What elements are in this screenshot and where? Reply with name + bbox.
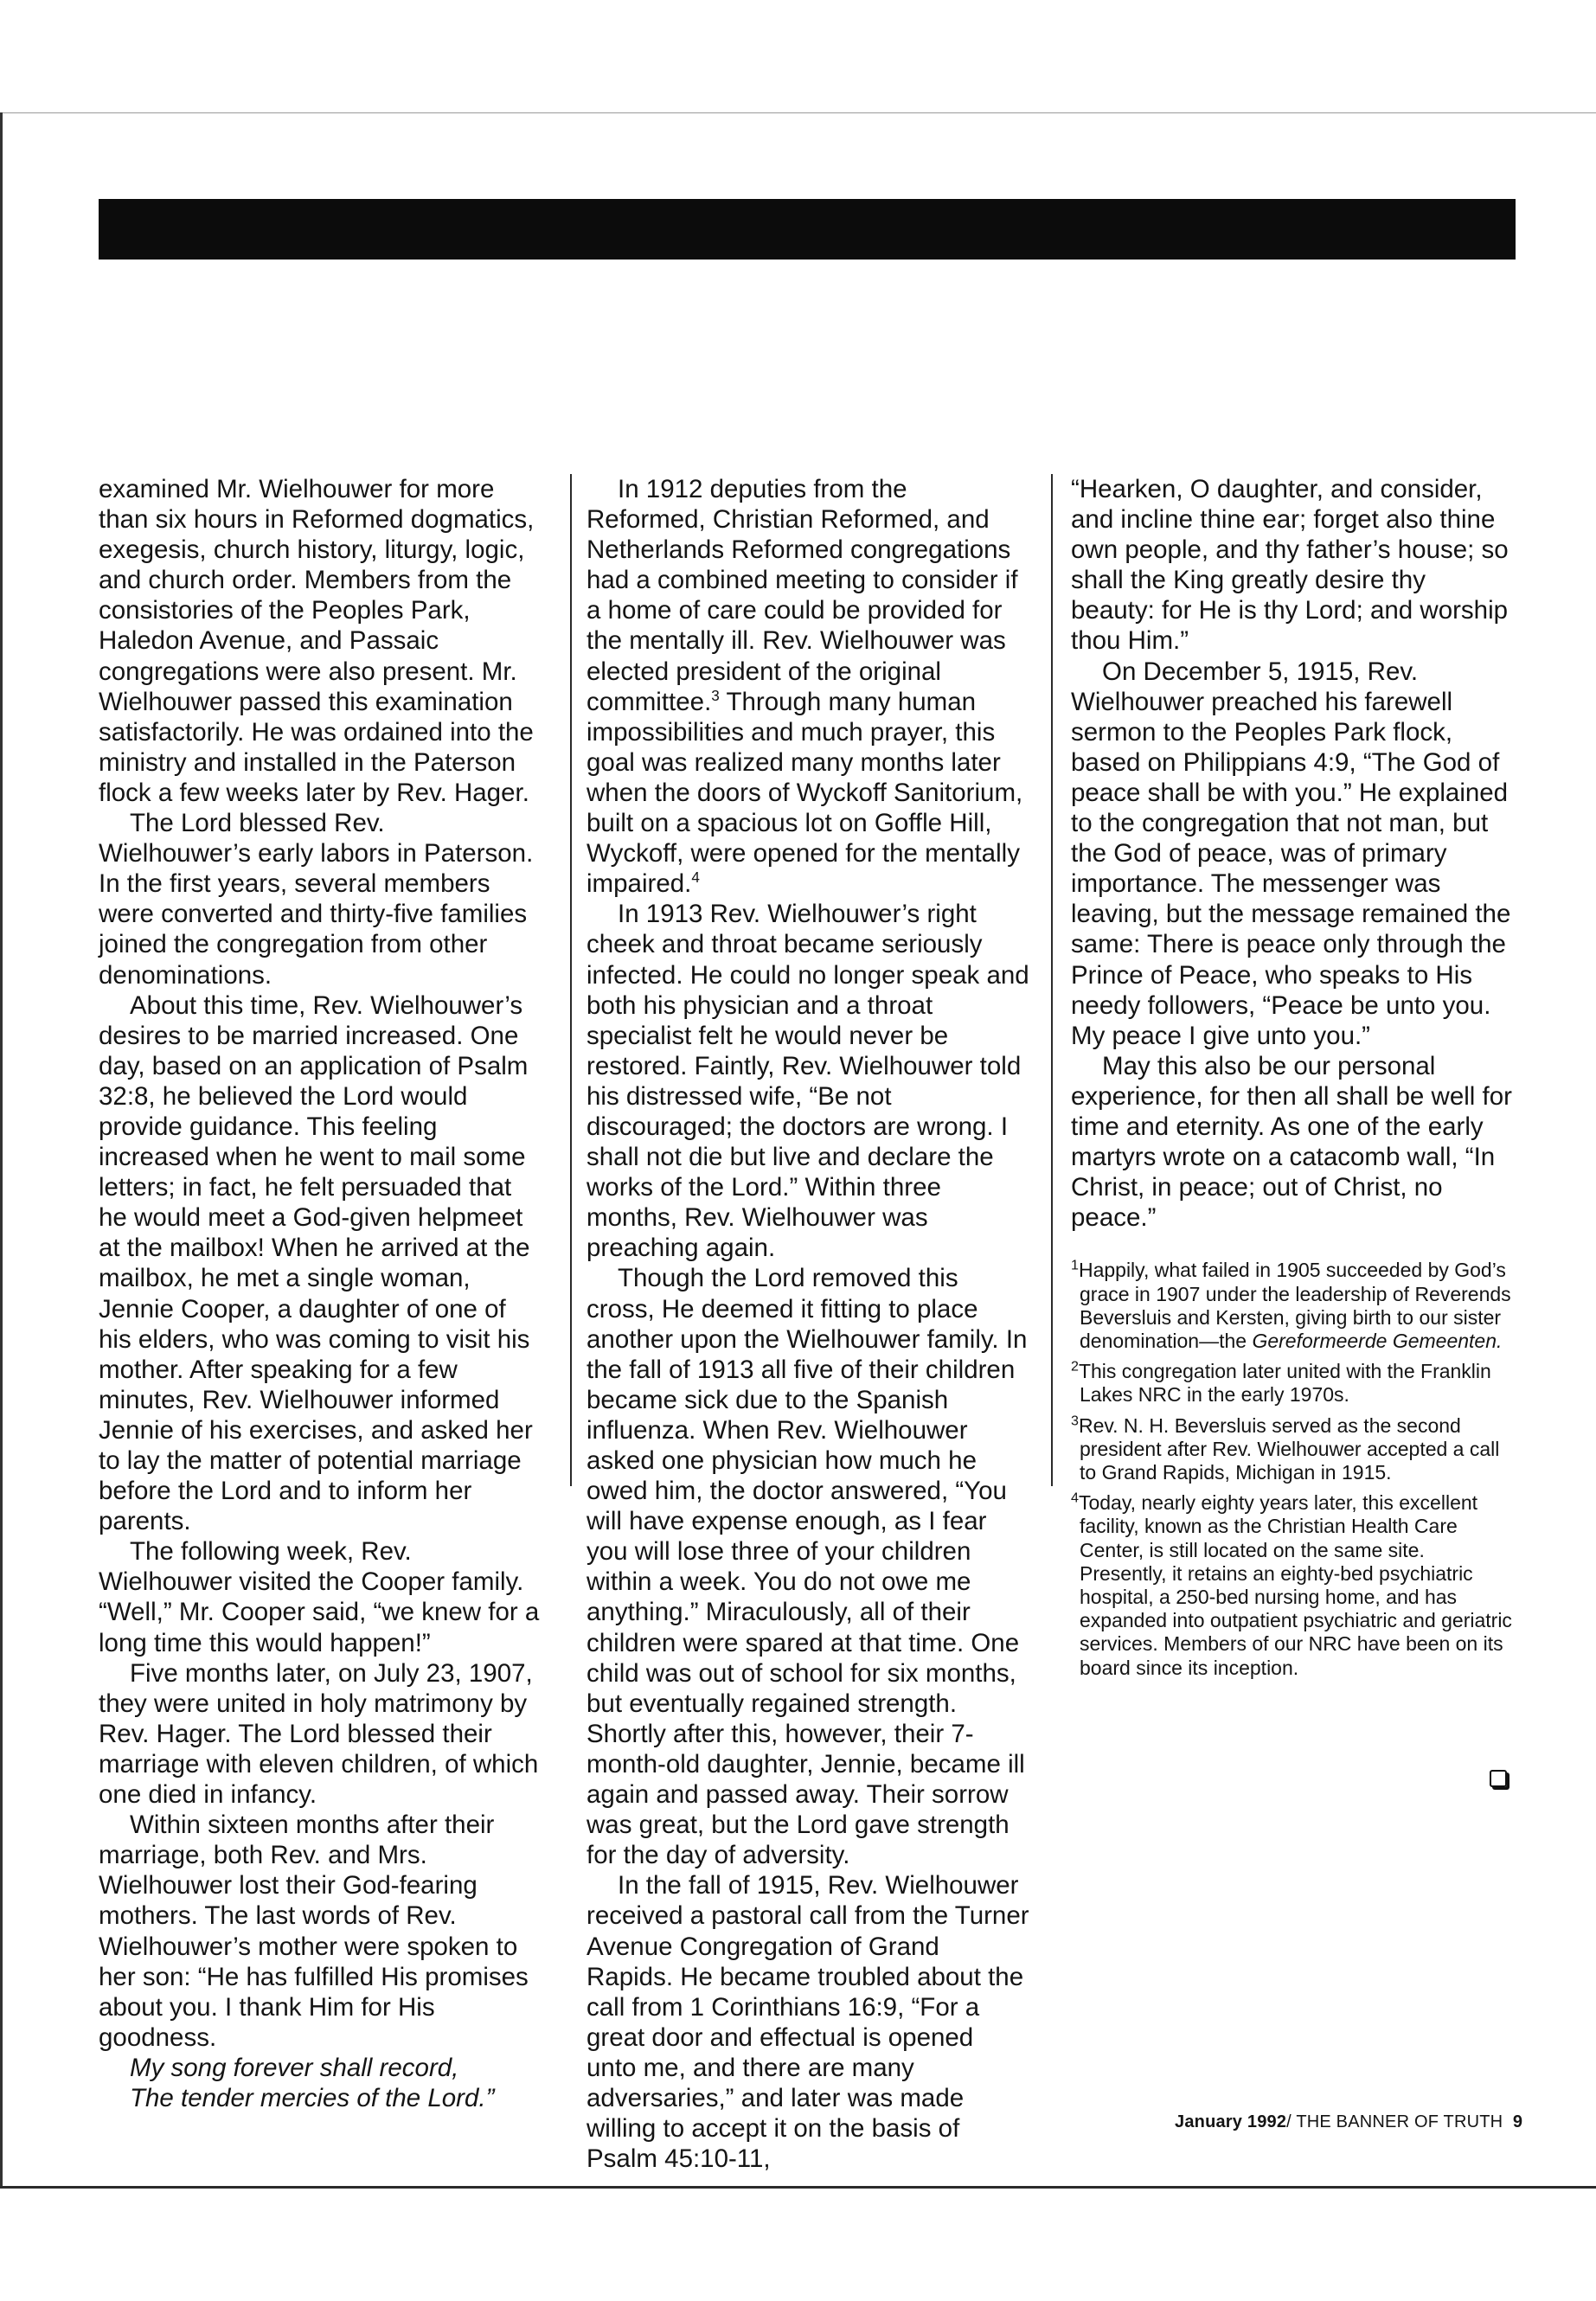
footnote-number: 1 xyxy=(1071,1257,1079,1273)
footnote-reference: 3 xyxy=(711,687,720,704)
text-column-2 xyxy=(586,474,1029,2174)
paragraph: In the fall of 1915, Rev. Wielhouwer received a pastoral call from the Turner Avenue Congregation of Grand Rapids. He became troubled about the call from 1 Corinthians 16:9, “For a great door and effectual is opened unto me, and there are many adversaries,” and later was made willing to accept it on the basis of Psalm 45:10-11, xyxy=(586,1871,1029,2174)
footnote-text: Rev. N. H. Beversluis served as the second president after Rev. Wielhouwer accepted a call to Grand Rapids, Michigan in 1915. xyxy=(1078,1413,1500,1484)
footnote-number: 3 xyxy=(1071,1412,1079,1428)
footnote-number: 4 xyxy=(1071,1490,1079,1506)
paragraph-text: Through many human impossibilities and much prayer, this goal was realized many months later when the doors of Wyckoff Sanitorium, built on a spacious lot on Goffle Hill, Wyckoff, were opened for the mentally impaired. xyxy=(586,687,1023,899)
paragraph: examined Mr. Wielhouwer for more than six hours in Reformed dogmatics, exegesis, church history, liturgy, logic, and church order. Members from the consistories of the Peoples Park, Haledon Avenue, and Passaic congregations were also present. Mr. Wielhouwer passed this examination satisfactorily. He was ordained into the ministry and installed in the Paterson flock a few weeks later by Rev. Hager. xyxy=(99,475,535,807)
scan-bottom-edge xyxy=(0,2186,1596,2189)
footnote-text: Today, nearly eighty years later, this excellent facility, known as the Christian Health Care Center, is still located on the same site. Presently, it retains an eighty-bed psychiatric hospital, a 250-bed nursing home, and has expanded into outpatient psychiatric and geriatric services. Members of our NRC have been on its board since its inception. xyxy=(1078,1491,1512,1679)
paragraph: On December 5, 1915, Rev. Wielhouwer preached his farewell sermon to the Peoples Park flock, based on Philippians 4:9, “The God of peace shall be with you.” He explained to the congregation that not man, but the God of peace, was of primary importance. The messenger was leaving, but the message remained the same: There is peace only through the Prince of Peace, who speaks to His needy followers, “Peace be unto you. My peace I give unto you.” xyxy=(1071,657,1511,1050)
footnote xyxy=(1071,1360,1512,1407)
paragraph-text: In 1912 deputies from the Reformed, Christian Reformed, and Netherlands Reformed congregations had a combined meeting to consider if a home of care could be provided for the mentally ill. Rev. Wielhouwer was elected president of the original committee. xyxy=(586,475,1018,716)
column-divider-2 xyxy=(1051,474,1053,1486)
paragraph: The Lord blessed Rev. Wielhouwer’s early labors in Paterson. In the first years, several members were converted and thirty-five families joined the congregation from other denominations. xyxy=(99,809,534,990)
paragraph: About this time, Rev. Wielhouwer’s desires to be married increased. One day, based on an application of Psalm 32:8, he believed the Lord would provide guidance. This feeling increased when he went to mail some letters; in fact, he felt persuaded that he would meet a God-given helpmeet at the mailbox! When he arrived at the mailbox, he met a single woman, Jennie Cooper, a daughter of one of his elders, who was coming to visit his mother. After speaking for a few minutes, Rev. Wielhouwer informed Jennie of his exercises, and asked her to lay the matter of potential marriage before the Lord and to inform her parents. xyxy=(99,990,533,1536)
text-column-3 xyxy=(1071,474,1512,1687)
paragraph: The following week, Rev. Wielhouwer visited the Cooper family. “Well,” Mr. Cooper said, “we knew for a long time this would happen!” xyxy=(99,1537,540,1657)
paragraph: Five months later, on July 23, 1907, they were united in holy matrimony by Rev. Hager. The Lord blessed their marriage with eleven children, of which one died in infancy. xyxy=(99,1658,539,1810)
paragraph: “Hearken, O daughter, and consider, and incline thine ear; forget also thine own people, and thy father’s house; so shall the King greatly desire thy beauty: for He is thy Lord; and worship thou Him.” xyxy=(1071,475,1509,656)
footer-publication: / THE BANNER OF TRUTH xyxy=(1286,2112,1503,2131)
text-column-1 xyxy=(99,474,543,2113)
header-black-bar xyxy=(99,199,1516,260)
poem-line: The tender mercies of the Lord.” xyxy=(130,2083,495,2112)
column-divider-1 xyxy=(570,474,572,1486)
footnote-text: This congregation later united with the Franklin Lakes NRC in the early 1970s. xyxy=(1078,1360,1491,1407)
paragraph xyxy=(586,474,1029,899)
page-footer xyxy=(1175,2112,1522,2132)
footnote-number: 2 xyxy=(1071,1358,1079,1375)
paragraph: May this also be our personal experience, for then all shall be well for time and eternity. As one of the early martyrs wrote on a catacomb wall, “In Christ, in peace; out of Christ, no peace.” xyxy=(1071,1051,1512,1233)
footnote xyxy=(1071,1259,1512,1353)
footer-date: January 1992 xyxy=(1175,2112,1287,2131)
paragraph: Though the Lord removed this cross, He deemed it fitting to place another upon the Wielhouwer family. In the fall of 1913 all five of their children became sick due to the Spanish influenza. When Rev. Wielhouwer asked one physician how much he owed him, the doctor answered, “You will have expense enough, as I fear you will lose three of your children within a week. You do not owe me anything.” Miraculously, all of their children were spared at that time. One child was out of school for six months, but eventually regained strength. Shortly after this, however, their 7-month-old daughter, Jennie, became ill again and passed away. Their sorrow was great, but the Lord gave strength for the day of adversity. xyxy=(586,1264,1028,1870)
scan-left-edge xyxy=(0,112,3,2189)
footnote-italic-text: Gereformeerde Gemeenten. xyxy=(1252,1329,1503,1352)
end-of-article-mark xyxy=(1490,1770,1507,1787)
column-3-body xyxy=(1071,474,1512,1233)
paragraph: In 1913 Rev. Wielhouwer’s right cheek and throat became seriously infected. He could no longer speak and both his physician and a throat specialist felt he would never be restored. Faintly, Rev. Wielhouwer told his distressed wife, “Be not discouraged; the doctors are wrong. I shall not die but live and declare the works of the Lord.” Within three months, Rev. Wielhouwer was preaching again. xyxy=(586,900,1029,1263)
footnote-reference: 4 xyxy=(691,869,700,887)
footnote xyxy=(1071,1491,1512,1680)
footnote xyxy=(1071,1414,1512,1485)
page-number: 9 xyxy=(1512,2112,1523,2131)
footnote-text: Happily, what failed in 1905 succeeded by God’s grace in 1907 under the leadership of Reverends Beversluis and Kersten, giving birth to our sister denomination—the xyxy=(1078,1259,1511,1352)
footnotes xyxy=(1071,1259,1512,1679)
paragraph: Within sixteen months after their marriage, both Rev. and Mrs. Wielhouwer lost their God-fearing mothers. The last words of Rev. Wielhouwer’s mother were spoken to her son: “He has fulfilled His promises about you. I thank Him for His goodness. xyxy=(99,1811,529,2052)
poem-line: My song forever shall record, xyxy=(130,2053,459,2082)
